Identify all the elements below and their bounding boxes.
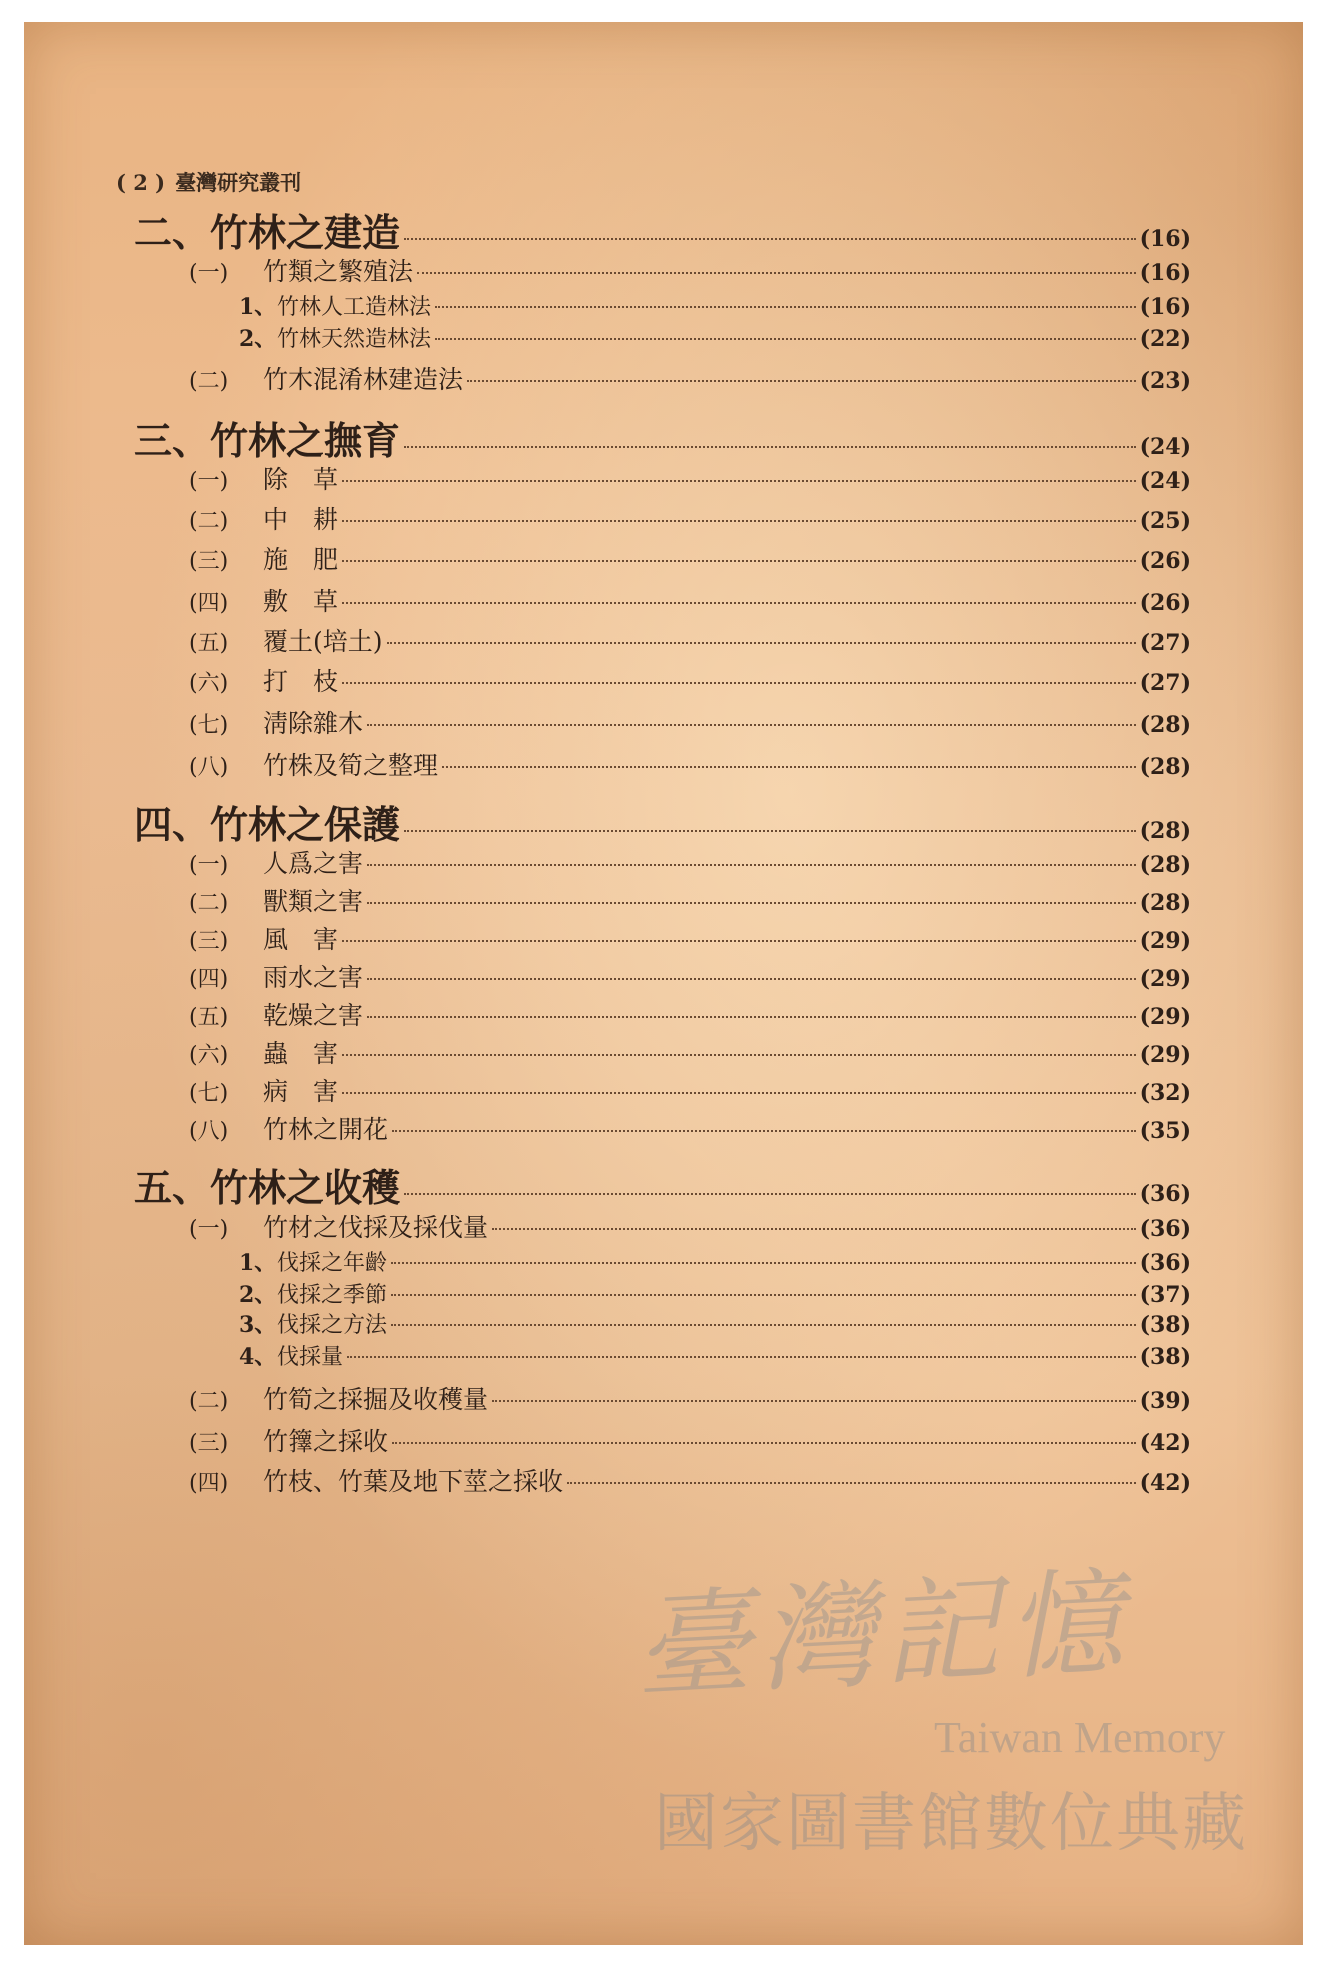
entry-page-number: (29) (1139, 966, 1191, 992)
entry-page-number: (28) (1139, 852, 1191, 878)
entry-title: 乾燥之害 (263, 1001, 364, 1030)
entry-number: (二) (189, 1389, 229, 1414)
entry-title: 竹林之開花 (263, 1115, 389, 1144)
toc-entry (134, 202, 1191, 257)
toc-entry (189, 1072, 1191, 1108)
dot-leader (342, 602, 1136, 604)
entry-title: 人爲之害 (263, 849, 364, 878)
dot-leader (492, 1400, 1136, 1402)
entry-number: (二) (189, 891, 229, 916)
entry-number: (一) (189, 1217, 229, 1242)
entry-title: 覆土(培土) (263, 627, 383, 656)
entry-page-number: (26) (1139, 590, 1191, 616)
entry-title: 竹類之繁殖法 (263, 257, 414, 286)
entry-number: (二) (189, 509, 229, 534)
dot-leader (367, 724, 1136, 726)
entry-title: 獸類之害 (263, 887, 364, 916)
dot-leader (342, 520, 1136, 522)
toc-entry (239, 1308, 1191, 1339)
entry-number: (七) (189, 713, 229, 738)
toc-entry (189, 1110, 1191, 1146)
entry-page-number: (28) (1139, 754, 1191, 780)
entry-title: 竹籜之採收 (263, 1427, 389, 1456)
dot-leader (367, 864, 1136, 866)
entry-number: 五、 (134, 1165, 211, 1210)
toc-entry (134, 794, 1191, 849)
entry-page-number: (27) (1139, 630, 1191, 656)
toc-entry (189, 996, 1191, 1032)
entry-page-number: (24) (1139, 468, 1191, 494)
entry-page-number: (36) (1139, 1216, 1191, 1242)
watermark-english: Taiwan Memory (934, 1713, 1226, 1762)
entry-number: (七) (189, 1081, 229, 1106)
entry-number: (一) (189, 261, 229, 286)
dot-leader (417, 272, 1136, 274)
toc-entry (239, 1340, 1191, 1371)
watermark-script: 臺灣記憶 (631, 1555, 1134, 1716)
entry-title: 淸除雜木 (263, 709, 364, 738)
toc-entry (189, 252, 1191, 288)
entry-page-number: (39) (1139, 1388, 1191, 1414)
entry-title: 竹筍之採掘及收穫量 (263, 1385, 489, 1414)
toc-entry (189, 662, 1191, 698)
dot-leader (342, 1054, 1136, 1056)
entry-page-number: (37) (1139, 1282, 1191, 1308)
entry-title: 竹枝、竹葉及地下莖之採收 (263, 1467, 564, 1496)
entry-number: (二) (189, 369, 229, 394)
entry-number: 3、 (239, 1312, 277, 1338)
entry-title: 風 害 (263, 925, 339, 954)
entry-title: 竹株及筍之整理 (263, 751, 439, 780)
entry-title: 病 害 (263, 1077, 339, 1106)
entry-title: 伐採量 (277, 1345, 344, 1370)
entry-title: 竹材之伐採及採伐量 (263, 1213, 489, 1242)
toc-entry (239, 322, 1191, 353)
dot-leader (387, 642, 1136, 644)
entry-page-number: (28) (1139, 818, 1191, 844)
toc-entry (189, 746, 1191, 782)
dot-leader (391, 1294, 1136, 1296)
entry-title: 伐採之季節 (277, 1283, 388, 1308)
entry-number: (四) (189, 1471, 229, 1496)
toc-entry (189, 1422, 1191, 1458)
dot-leader (404, 238, 1136, 240)
toc-entry (189, 500, 1191, 536)
dot-leader (342, 480, 1136, 482)
toc-entry (189, 360, 1191, 396)
dot-leader (342, 560, 1136, 562)
entry-number: 二、 (134, 210, 211, 255)
entry-number: (六) (189, 1043, 229, 1068)
entry-number: (四) (189, 591, 229, 616)
entry-page-number: (35) (1139, 1118, 1191, 1144)
dot-leader (367, 902, 1136, 904)
entry-page-number: (29) (1139, 1004, 1191, 1030)
toc-entry (189, 1208, 1191, 1244)
entry-page-number: (23) (1139, 368, 1191, 394)
entry-number: 三、 (134, 418, 211, 463)
entry-title: 竹林之建造 (210, 210, 401, 255)
series-title: 臺灣研究叢刊 (175, 170, 302, 195)
entry-title: 除 草 (263, 465, 339, 494)
entry-number: 2、 (239, 326, 277, 352)
entry-page-number: (28) (1139, 712, 1191, 738)
entry-page-number: (36) (1139, 1250, 1191, 1276)
toc-entry (189, 882, 1191, 918)
dot-leader (442, 766, 1136, 768)
entry-title: 雨水之害 (263, 963, 364, 992)
entry-title: 施 肥 (263, 545, 339, 574)
entry-number: 四、 (134, 802, 211, 847)
toc-entry (189, 582, 1191, 618)
watermark (631, 1542, 1274, 1862)
entry-number: (三) (189, 549, 229, 574)
entry-page-number: (38) (1139, 1344, 1191, 1370)
entry-number: 4、 (239, 1344, 277, 1370)
entry-number: 1、 (239, 294, 277, 320)
toc-entry (189, 540, 1191, 576)
watermark-chinese: 國家圖書館數位典藏 (654, 1787, 1248, 1861)
toc-entry (189, 920, 1191, 956)
entry-page-number: (29) (1139, 928, 1191, 954)
toc-entry (189, 1380, 1191, 1416)
dot-leader (367, 1016, 1136, 1018)
entry-number: 1、 (239, 1250, 277, 1276)
entry-page-number: (25) (1139, 508, 1191, 534)
entry-page-number: (32) (1139, 1080, 1191, 1106)
dot-leader (392, 1442, 1136, 1444)
entry-title: 竹林人工造林法 (277, 295, 432, 320)
entry-number: (五) (189, 1005, 229, 1030)
entry-number: (三) (189, 929, 229, 954)
entry-number: (六) (189, 671, 229, 696)
entry-number: (四) (189, 967, 229, 992)
dot-leader (404, 446, 1136, 448)
toc-entry (239, 290, 1191, 321)
entry-page-number: (29) (1139, 1042, 1191, 1068)
entry-number: (一) (189, 853, 229, 878)
entry-title: 敷 草 (263, 587, 339, 616)
toc-entry (189, 958, 1191, 994)
entry-page-number: (38) (1139, 1312, 1191, 1338)
dot-leader (492, 1228, 1136, 1230)
page-number: ( 2 ) (116, 169, 166, 195)
entry-title: 中 耕 (263, 505, 339, 534)
entry-title: 竹林之保護 (210, 802, 401, 847)
entry-number: (三) (189, 1431, 229, 1456)
toc-entry (189, 1034, 1191, 1070)
entry-title: 打 枝 (263, 667, 339, 696)
entry-page-number: (28) (1139, 890, 1191, 916)
dot-leader (367, 978, 1136, 980)
toc-entry (134, 1157, 1191, 1212)
dot-leader (391, 1324, 1136, 1326)
entry-title: 竹林之收穫 (210, 1165, 401, 1210)
entry-page-number: (26) (1139, 548, 1191, 574)
toc-entry (189, 704, 1191, 740)
dot-leader (404, 830, 1136, 832)
toc-entry (239, 1246, 1191, 1277)
entry-number: (八) (189, 1119, 229, 1144)
dot-leader (342, 1092, 1136, 1094)
toc-entry (189, 1462, 1191, 1498)
entry-number: (一) (189, 469, 229, 494)
entry-page-number: (16) (1139, 294, 1191, 320)
entry-page-number: (42) (1139, 1470, 1191, 1496)
dot-leader (392, 1130, 1136, 1132)
entry-page-number: (36) (1139, 1181, 1191, 1207)
entry-page-number: (42) (1139, 1430, 1191, 1456)
entry-page-number: (16) (1139, 260, 1191, 286)
entry-title: 竹林天然造林法 (277, 327, 432, 352)
toc-entry (189, 622, 1191, 658)
entry-number: (八) (189, 755, 229, 780)
dot-leader (404, 1193, 1136, 1195)
scanned-page (24, 22, 1303, 1945)
entry-number: (五) (189, 631, 229, 656)
entry-title: 蟲 害 (263, 1039, 339, 1068)
dot-leader (435, 306, 1136, 308)
toc-entry (189, 844, 1191, 880)
entry-title: 伐採之方法 (277, 1313, 388, 1338)
dot-leader (435, 338, 1136, 340)
entry-title: 竹木混淆林建造法 (263, 365, 464, 394)
entry-page-number: (16) (1139, 226, 1191, 252)
entry-title: 竹林之撫育 (210, 418, 401, 463)
dot-leader (347, 1356, 1136, 1358)
entry-page-number: (24) (1139, 434, 1191, 460)
dot-leader (342, 940, 1136, 942)
toc-entry (189, 460, 1191, 496)
entry-page-number: (27) (1139, 670, 1191, 696)
dot-leader (567, 1482, 1136, 1484)
entry-number: 2、 (239, 1282, 277, 1308)
dot-leader (467, 380, 1136, 382)
toc-entry (239, 1278, 1191, 1309)
dot-leader (342, 682, 1136, 684)
entry-title: 伐採之年齡 (277, 1251, 388, 1276)
toc-entry (134, 410, 1191, 465)
entry-page-number: (22) (1139, 326, 1191, 352)
dot-leader (391, 1262, 1136, 1264)
